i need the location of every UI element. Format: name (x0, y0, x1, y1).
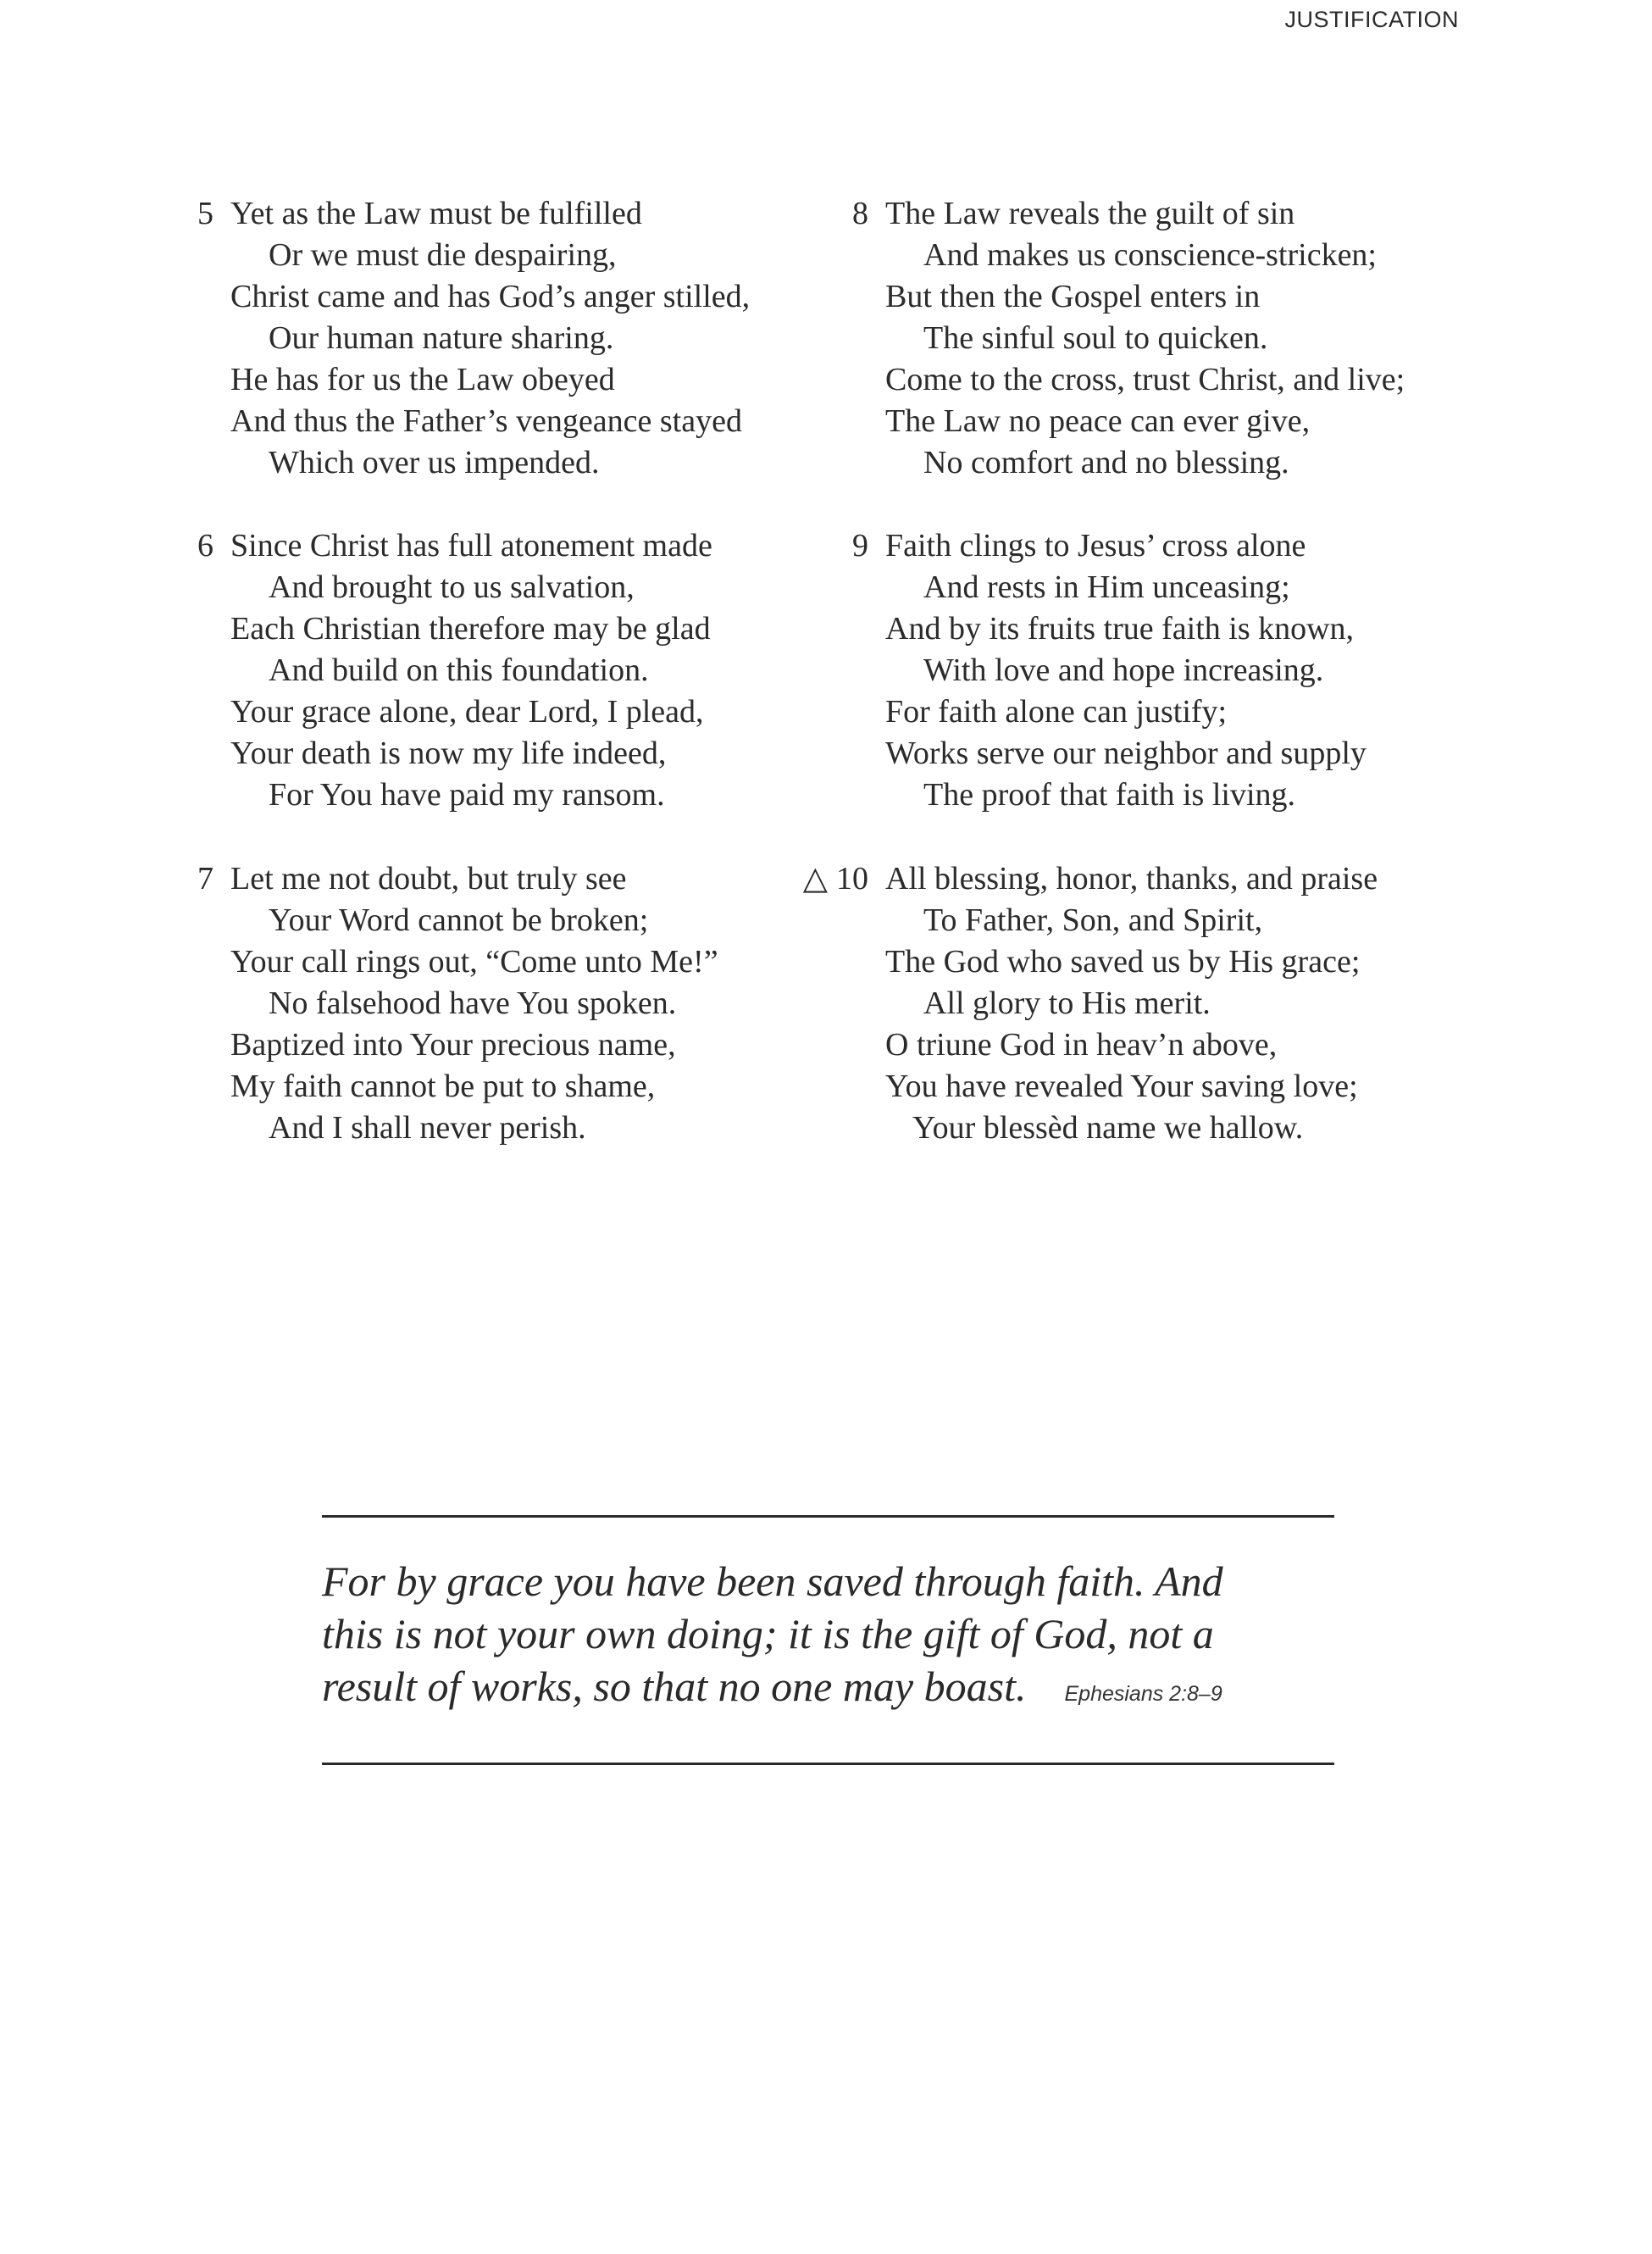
stanza-number (775, 858, 868, 900)
quote-citation: Ephesians 2:8–9 (1064, 1682, 1222, 1706)
stanza-line: Let me not doubt, but truly see (230, 861, 627, 897)
stanza-line: And makes us conscience-stricken; (923, 237, 1377, 273)
stanza-line: Your blessèd name we hallow. (912, 1110, 1304, 1146)
stanza-line: The sinful soul to quicken. (923, 320, 1268, 356)
stanza-7 (197, 858, 925, 1149)
page-section-title: JUSTIFICATION (1284, 7, 1459, 32)
quote-line-text: result of works, so that no one may boast. (322, 1663, 1027, 1710)
stanza-line: Each Christian therefore may be glad (230, 611, 711, 647)
stanza-line: To Father, Son, and Spirit, (923, 902, 1263, 938)
stanza-line: Yet as the Law must be fulfilled (230, 196, 642, 231)
stanza-line: And thus the Father’s vengeance stayed (230, 403, 742, 439)
stanza-line: No falsehood have You spoken. (269, 985, 677, 1021)
stanza-line: And build on this foundation. (269, 652, 649, 688)
quote-line: this is not your own doing; it is the gift of God, not a (322, 1610, 1214, 1657)
stanza-line: Which over us impended. (269, 445, 600, 480)
stanza-line: The Law no peace can ever give, (885, 403, 1311, 439)
stanza-line: Baptized into Your precious name, (230, 1027, 676, 1063)
triangle-icon: △ (802, 861, 828, 897)
stanza-line: Our human nature sharing. (269, 320, 614, 356)
stanza-line: Since Christ has full atonement made (230, 528, 712, 564)
stanza-line: O triune God in heav’n above, (885, 1027, 1278, 1063)
stanza-line: Faith clings to Jesus’ cross alone (885, 528, 1306, 564)
stanza-number: 9 (852, 528, 868, 564)
stanza-line: He has for us the Law obeyed (230, 362, 615, 397)
stanza-number: 6 (197, 528, 213, 564)
stanza-line: The God who saved us by His grace; (885, 944, 1361, 980)
stanza-line: All blessing, honor, thanks, and praise (885, 861, 1378, 897)
stanza-line: The proof that faith is living. (923, 777, 1296, 813)
stanza-line: And I shall never perish. (269, 1110, 586, 1146)
stanza-line: Your death is now my life indeed, (230, 736, 667, 771)
stanza-number: 8 (852, 196, 868, 231)
stanza-9 (852, 525, 1580, 816)
stanza-line: Your Word cannot be broken; (269, 902, 649, 938)
scripture-quote (322, 1555, 1339, 1720)
stanza-number-text: 10 (836, 861, 868, 897)
quote-line: For by grace you have been saved through faith. And (322, 1557, 1223, 1605)
stanza-line: Your call rings out, “Come unto Me!” (230, 944, 718, 980)
stanza-8 (852, 193, 1580, 484)
stanza-line: You have revealed Your saving love; (885, 1069, 1358, 1104)
stanza-line: For You have paid my ransom. (269, 777, 665, 813)
quote-line-last (322, 1660, 1339, 1720)
stanza-number: 7 (197, 861, 213, 897)
stanza-line: All glory to His merit. (923, 985, 1211, 1021)
stanza-5 (197, 193, 925, 484)
quote-bottom-rule (322, 1763, 1334, 1765)
stanza-line: Christ came and has God’s anger stilled, (230, 279, 751, 314)
stanza-10 (802, 858, 1580, 1149)
stanza-line: Works serve our neighbor and supply (885, 736, 1367, 771)
stanza-line: Your grace alone, dear Lord, I plead, (230, 694, 704, 730)
stanza-line: With love and hope increasing. (923, 652, 1324, 688)
stanza-6 (197, 525, 925, 816)
stanza-line: The Law reveals the guilt of sin (885, 196, 1295, 231)
stanza-number: 5 (197, 196, 213, 231)
quote-top-rule (322, 1515, 1334, 1518)
stanza-line: But then the Gospel enters in (885, 279, 1261, 314)
stanza-line: Or we must die despairing, (269, 237, 617, 273)
stanza-line: Come to the cross, trust Christ, and live; (885, 362, 1405, 397)
stanza-line: And brought to us salvation, (269, 569, 635, 605)
stanza-line: My faith cannot be put to shame, (230, 1069, 656, 1104)
stanza-line: And by its fruits true faith is known, (885, 611, 1355, 647)
stanza-line: For faith alone can justify; (885, 694, 1228, 730)
stanza-line: No comfort and no blessing. (923, 445, 1289, 480)
stanza-line: And rests in Him unceasing; (923, 569, 1290, 605)
